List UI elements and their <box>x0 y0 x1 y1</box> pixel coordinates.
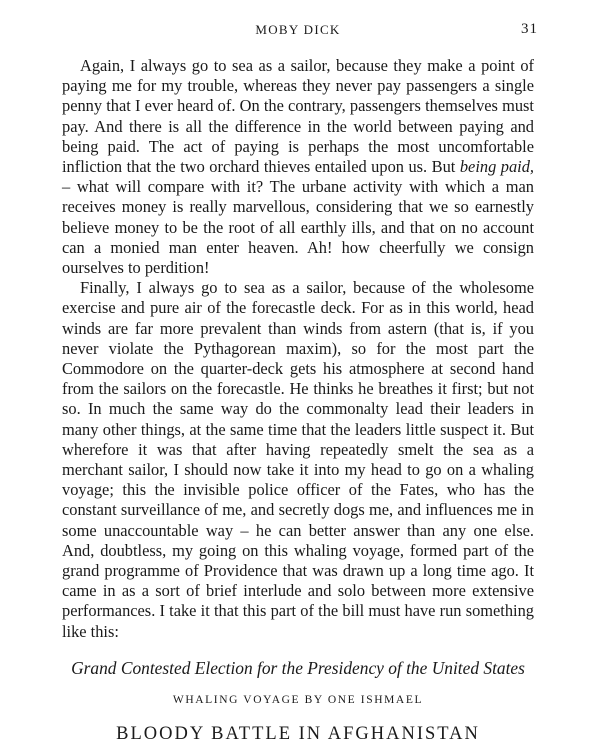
bill-banner: BLOODY BATTLE IN AFGHANISTAN <box>116 723 480 744</box>
running-title: MOBY DICK <box>255 22 341 37</box>
book-page <box>62 20 538 746</box>
paragraph-1-italic: being paid, <box>459 157 535 177</box>
running-head <box>62 20 538 42</box>
page-number: 31 <box>521 21 538 37</box>
paragraph-2: Finally, I always go to sea as a sailor, because of the wholesome exercise and pure air of the forecastle deck. For as in this world, head winds are far more prevalent than winds from astern (that is, if you never violate the Pythagorean maxim), so for the most part the Commodore on the quarter-deck gets his atmosphere at second hand from the sailors on the forecastle. He thinks he breathes it first; but not so. In much the same way do the commonalty lead their leaders in many other things, at the same time that the leaders little suspect it. But wherefore it was that after having repeatedly smelt the sea as a merchant sailor, I should now take it into my head to go on a whaling voyage; this the invisible police officer of the Fates, who has the constant surveillance of me, and secretly dogs me, and influences me in some unaccountable way – he can better answer than any one else. And, doubtless, my going on this whaling voyage, formed part of the grand programme of Providence that was drawn up a long time ago. It came in as a sort of brief interlude and solo between more extensive performances. I take it that this part of the bill must have run something like this: <box>62 278 534 641</box>
paragraph-1-part-2: – what will compare with it? The urbane activity with which a man receives money is really marvellous, considering that we so earnestly believe money to be the root of all earthly ills, and that on no account can a monied man enter heaven. Ah! how cheerfully we consign ourselves to perdition! <box>62 177 534 278</box>
bill-subhead: WHALING VOYAGE BY ONE ISHMAEL <box>172 693 424 706</box>
bill-headline: Grand Contested Election for the Presidency of the United States <box>71 657 525 678</box>
paragraph-1 <box>62 56 534 278</box>
paragraph-1-part-1: Again, I always go to sea as a sailor, because they make a point of paying me for my trouble, whereas they never pay passengers a single penny that I ever heard of. On the contrary, passengers themselves must pay. And there is all the difference in the world between paying and being paid. The act of paying is perhaps the most uncomfortable infliction that the two orchard thieves entailed upon us. But <box>62 56 534 177</box>
body-text <box>62 56 534 642</box>
